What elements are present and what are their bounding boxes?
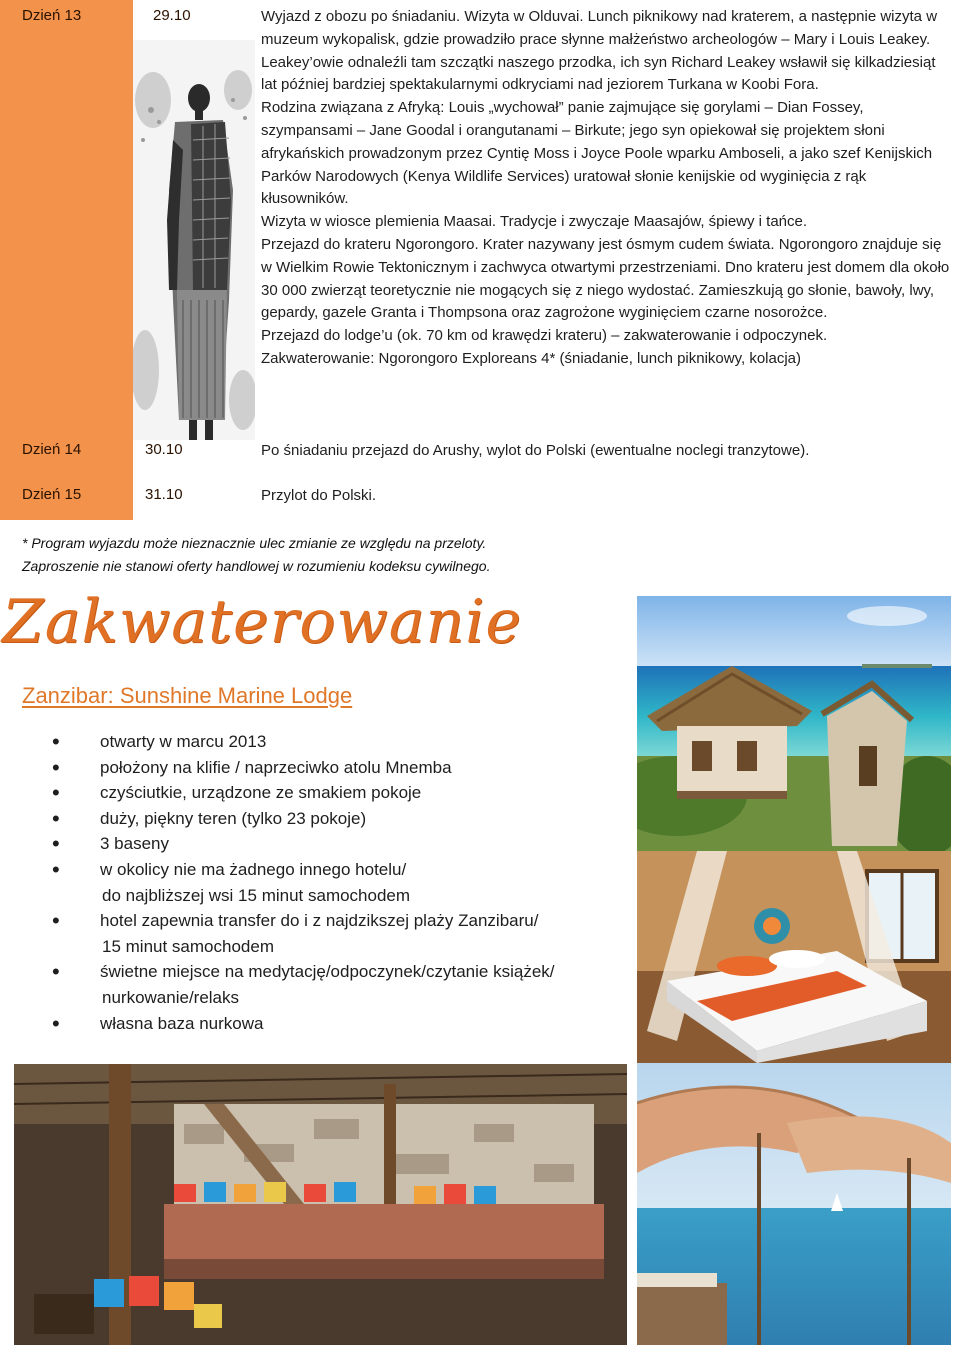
hotel-title-link[interactable]: Zanzibar: Sunshine Marine Lodge: [22, 683, 353, 708]
day-13-paragraph: Wizyta w wiosce plemienia Maasai. Tradycje i zwyczaje Maasajów, śpiewy i tańce.: [261, 213, 808, 231]
day-15-label: Dzień 15: [22, 486, 82, 503]
offer-disclaimer-note: Zaproszenie nie stanowi oferty handlowej w rozumieniu kodeksu cywilnego.: [22, 558, 491, 574]
feature-item: • świetne miejsce na medytację/odpoczynek/czytanie książek/ nurkowanie/relaks: [52, 959, 555, 1010]
day-13-paragraph: Przejazd do lodge’u (ok. 70 km od krawędzi krateru) – zakwaterowanie i odpoczynek.: [261, 327, 828, 345]
day-14-label: Dzień 14: [22, 441, 82, 458]
bedroom-photo: [637, 851, 951, 1063]
day-15-paragraph: Przylot do Polski.: [261, 487, 377, 504]
feature-item: • hotel zapewnia transfer do i z najdzikszej plaży Zanzibaru/ 15 minut samochodem: [52, 908, 555, 959]
feature-item: • czyściutkie, urządzone ze smakiem pokoje: [52, 780, 555, 806]
maasai-portrait-image: [133, 40, 255, 440]
disclaimer-notes: [22, 532, 490, 578]
feature-item: • otwarty w marcu 2013: [52, 729, 555, 755]
feature-item: • w okolicy nie ma żadnego innego hotelu/ do najbliższej wsi 15 minut samochodem: [52, 857, 555, 908]
day-15-description: [261, 485, 951, 508]
day-13-paragraph: Zakwaterowanie: Ngorongoro Exploreans 4* (śniadanie, lunch piknikowy, kolacja): [261, 349, 802, 367]
day-14-description: [261, 440, 951, 463]
day-13-description: [261, 6, 951, 371]
day-13-paragraph: Wyjazd z obozu po śniadaniu. Wizyta w Olduvai. Lunch piknikowy nad kraterem, a następnie wizyta w muzeum wykopalisk, gdzie prowadziło prace słynne małżeństwo archeologów – Mary i Louis Leakey. Leakey’owie odnaleźli tam szczątki naszego przodka, ich syn Richard Leakey wsławił się kilkadziesiąt lat później bardziej spektakularnymi odkryciami nad jeziorem Turkana w Koobi Fora.: [261, 8, 938, 94]
day-15-date: 31.10: [145, 486, 183, 503]
feature-item: • własna baza nurkowa: [52, 1011, 555, 1037]
program-change-note: * Program wyjazdu może nieznacznie ulec zmianie ze względu na przeloty.: [22, 535, 487, 551]
feature-item: • duży, piękny teren (tylko 23 pokoje): [52, 806, 555, 832]
beach-umbrella-photo: [637, 1063, 951, 1345]
accommodation-heading: Zakwaterowanie: [2, 587, 522, 657]
day-13-label: Dzień 13: [22, 7, 82, 24]
feature-item: • 3 baseny: [52, 831, 555, 857]
day-14-date: 30.10: [145, 441, 183, 458]
day-13-paragraph: Rodzina związana z Afryką: Louis „wychował” panie zajmujące się gorylami – Dian Fossey, szympansami – Jane Goodal i orangutanami – Birkute; jego syn opiekował się projektem słoni afrykańskich prowadzonym przez Cyntię Moss i Joyce Poole wparku Amboseli, a jako szef Kenijskich Parków Narodowych (Kenya Wildlife Services) uratował słonie kenijskie od wyginięcia z rąk kłusowników.: [261, 99, 933, 208]
hotel-feature-list: [52, 729, 555, 1036]
day-13-date: 29.10: [153, 7, 191, 24]
lounge-photo: [14, 1064, 627, 1345]
day-13-paragraph: Przejazd do krateru Ngorongoro. Krater nazywany jest ósmym cudem świata. Ngorongoro znajduje się w Wielkim Rowie Tektonicznym i zachwyca otwartymi przestrzeniami. Dno krateru jest domem dla około 30 000 zwierząt teoretycznie nie mogących się z niego wydostać. Zamieszkują go słonie, bawoły, lwy, gepardy, gazele Granta i Thompsona oraz zagrożone wyginięciem czarne nosorożce.: [261, 235, 950, 322]
feature-item: • położony na klifie / naprzeciwko atolu Mnemba: [52, 755, 555, 781]
coastal-lodge-photo: [637, 596, 951, 852]
day-14-paragraph: Po śniadaniu przejazd do Arushy, wylot do Polski (ewentualne noclegi tranzytowe).: [261, 442, 810, 459]
